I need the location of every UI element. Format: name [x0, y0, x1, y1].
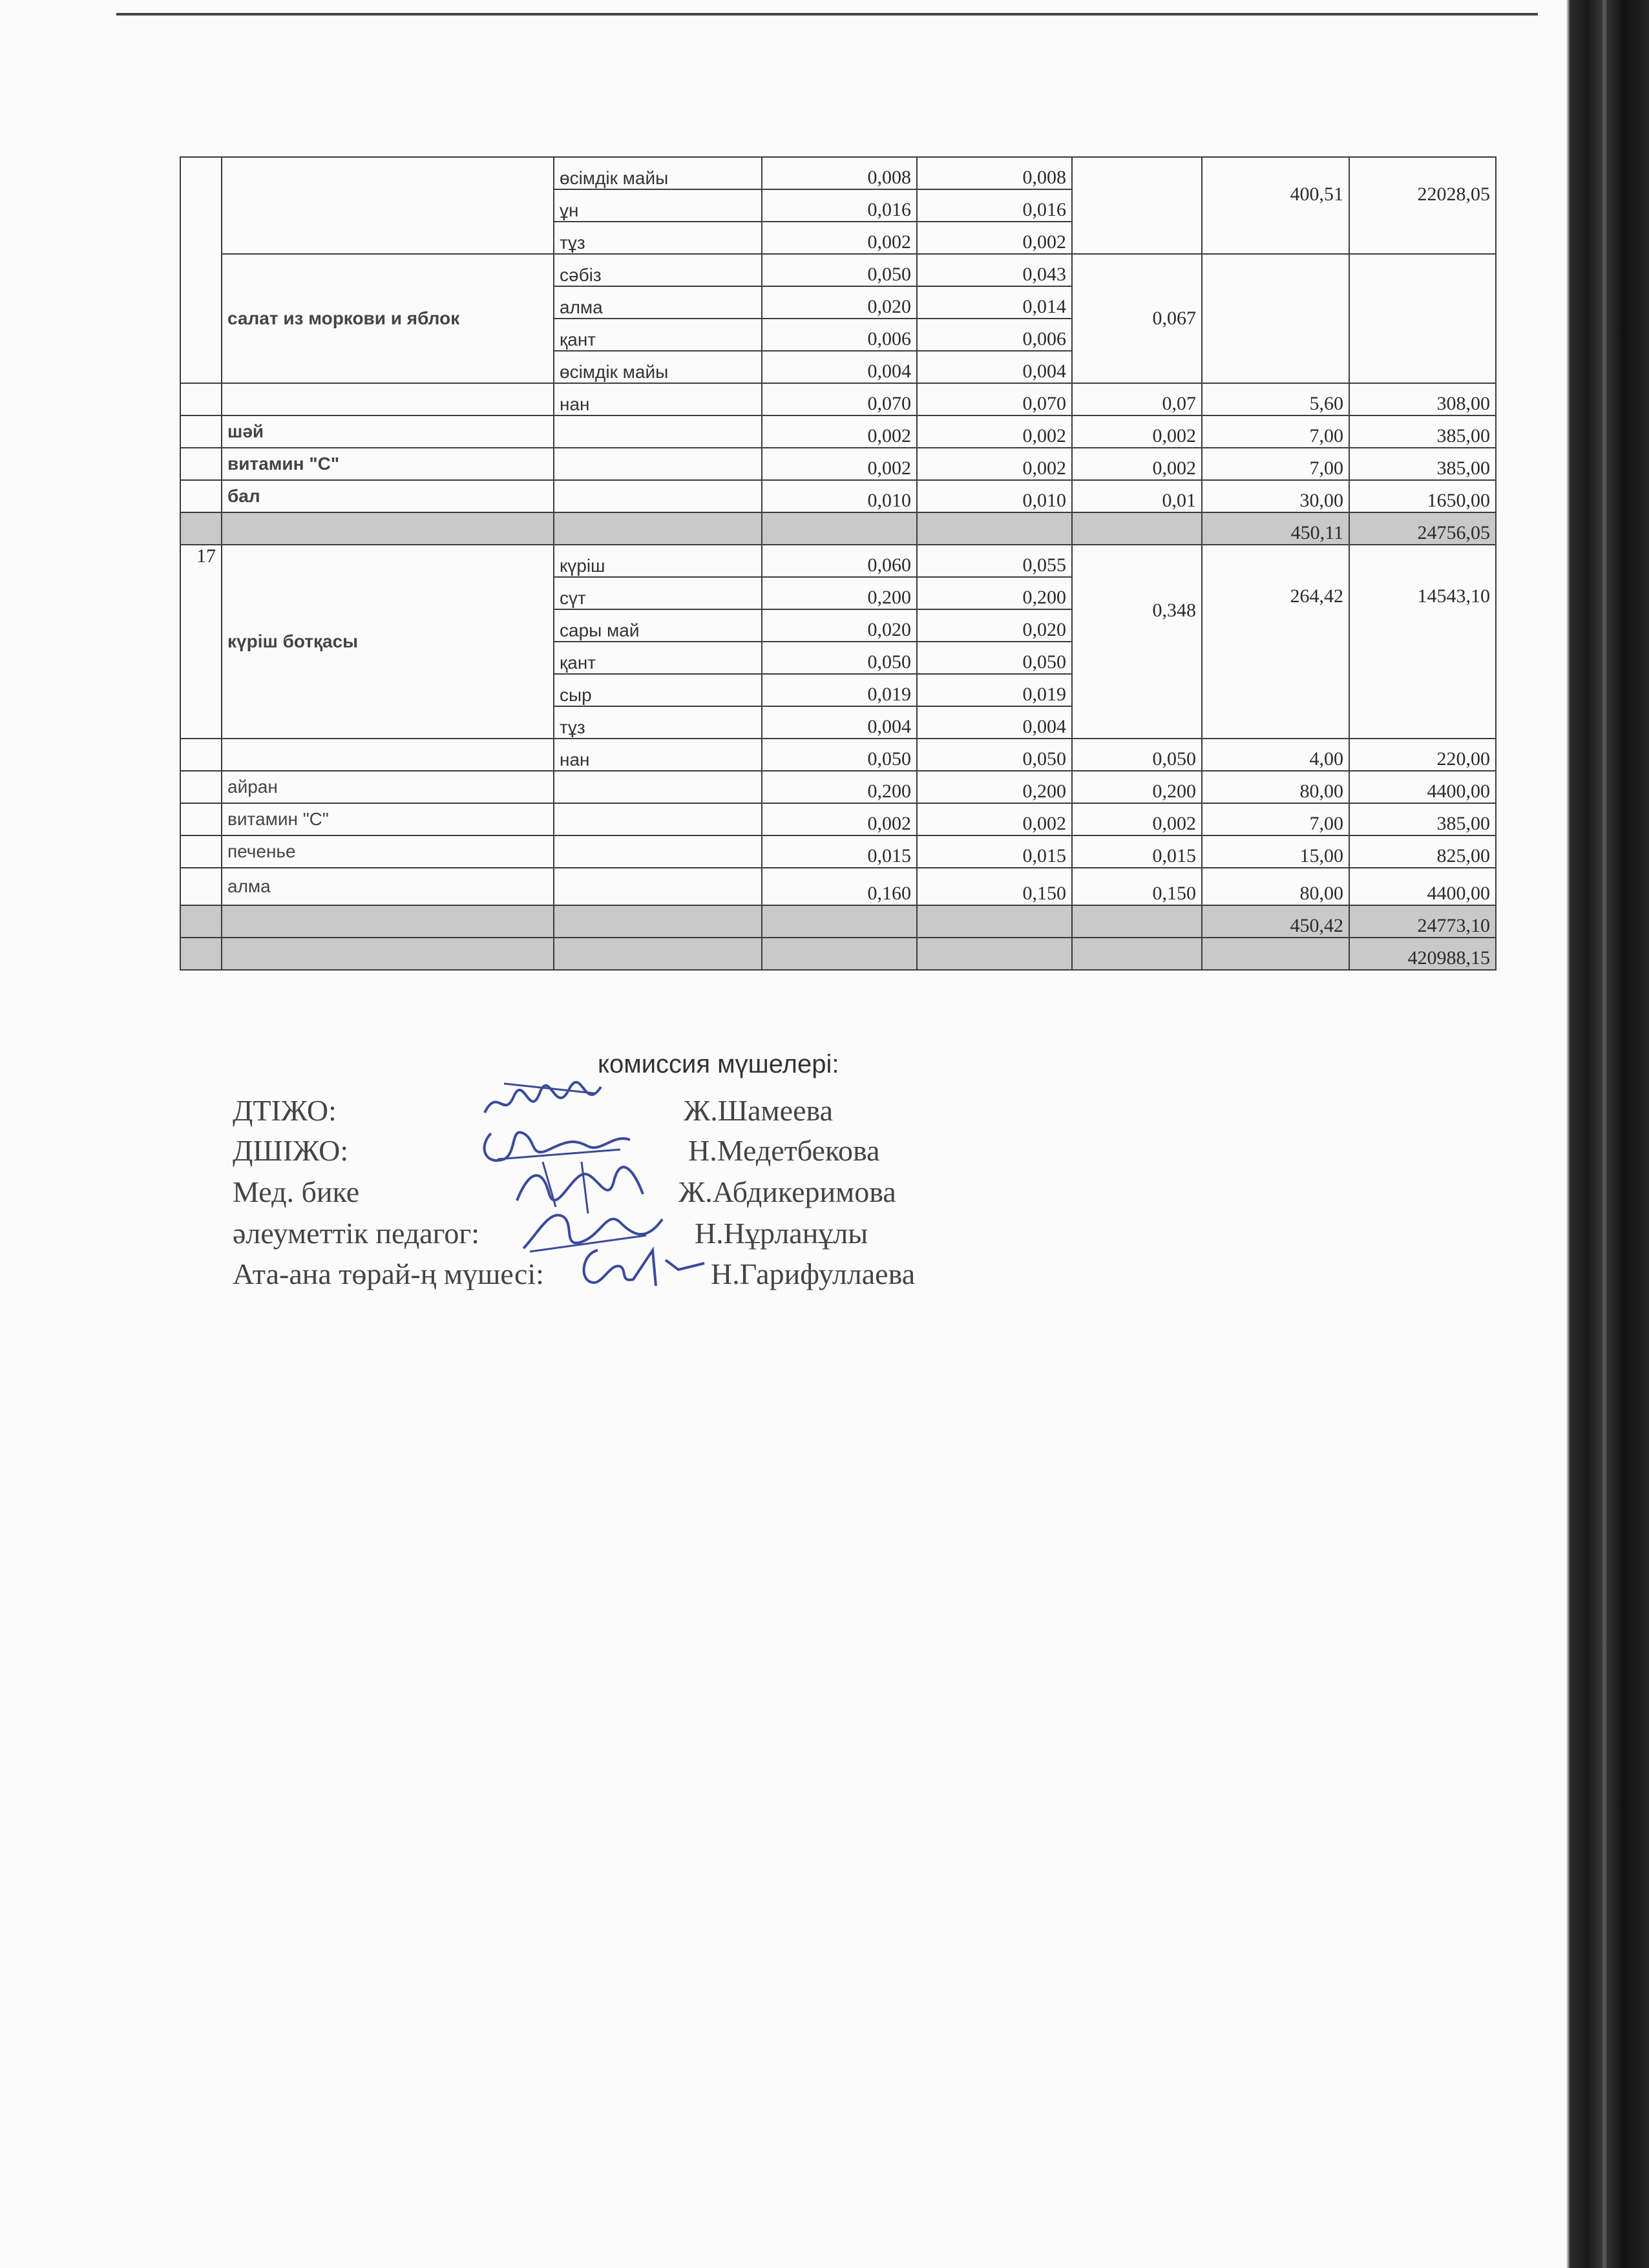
- dish-cell: күріш ботқасы: [222, 545, 554, 739]
- price-cell: [1202, 254, 1349, 383]
- brutto-cell: 0,050: [762, 254, 917, 286]
- ingredient-cell: сыр: [554, 674, 762, 706]
- table-row: [180, 803, 1496, 835]
- price-cell: 7,00: [1202, 415, 1349, 448]
- output-cell: 0,002: [1072, 448, 1202, 480]
- sum-cell: 385,00: [1349, 448, 1496, 480]
- brutto-cell: 0,160: [762, 868, 917, 905]
- index-cell: [180, 868, 222, 905]
- signature-row: [233, 1133, 1073, 1172]
- netto-cell: 0,010: [917, 480, 1072, 512]
- brutto-cell: 0,004: [762, 351, 917, 383]
- subtotal-row: [180, 905, 1496, 938]
- netto-cell: 0,004: [917, 351, 1072, 383]
- output-cell: 0,01: [1072, 480, 1202, 512]
- table-row: [180, 383, 1496, 415]
- output-cell: 0,015: [1072, 835, 1202, 868]
- output-cell: [1072, 938, 1202, 970]
- member-name: Н.Медетбекова: [688, 1134, 880, 1167]
- price-cell: 7,00: [1202, 448, 1349, 480]
- table-row: [180, 545, 1496, 577]
- ingredient-cell: тұз: [554, 706, 762, 739]
- dish-cell: [222, 157, 554, 254]
- brutto-cell: 0,004: [762, 706, 917, 739]
- sum-cell: 22028,05: [1349, 157, 1496, 254]
- ingredient-cell: өсімдік майы: [554, 157, 762, 189]
- brutto-cell: 0,060: [762, 545, 917, 577]
- netto-cell: 0,070: [917, 383, 1072, 415]
- dish-cell: алма: [222, 868, 554, 905]
- price-cell: 264,42: [1202, 545, 1349, 739]
- ingredient-cell: [554, 448, 762, 480]
- grand-total-row: [180, 938, 1496, 970]
- dish-cell: [222, 383, 554, 415]
- commission-heading: комиссия мүшелері:: [598, 1050, 839, 1078]
- netto-cell: 0,200: [917, 771, 1072, 803]
- index-cell: [180, 448, 222, 480]
- netto-cell: 0,050: [917, 739, 1072, 771]
- table-row: [180, 835, 1496, 868]
- netto-cell: 0,050: [917, 642, 1072, 674]
- sum-cell: 24756,05: [1349, 512, 1496, 545]
- index-cell: [180, 157, 222, 383]
- brutto-cell: 0,200: [762, 771, 917, 803]
- price-cell: 30,00: [1202, 480, 1349, 512]
- price-cell: 4,00: [1202, 739, 1349, 771]
- brutto-cell: 0,019: [762, 674, 917, 706]
- subtotal-row: [180, 512, 1496, 545]
- member-role: ДШІЖО:: [233, 1134, 349, 1167]
- member-name: Н.Нұрланұлы: [695, 1217, 868, 1250]
- output-cell: 0,002: [1072, 803, 1202, 835]
- price-cell: 80,00: [1202, 771, 1349, 803]
- index-cell: [180, 512, 222, 545]
- netto-cell: 0,015: [917, 835, 1072, 868]
- ingredient-cell: [554, 803, 762, 835]
- netto-cell: 0,006: [917, 319, 1072, 351]
- ingredient-cell: [554, 835, 762, 868]
- signature-row: [233, 1093, 1073, 1132]
- index-cell: [180, 905, 222, 938]
- ingredient-cell: [554, 868, 762, 905]
- index-cell: [180, 803, 222, 835]
- dish-cell: айран: [222, 771, 554, 803]
- netto-cell: 0,014: [917, 286, 1072, 319]
- dish-cell: витамин "С": [222, 448, 554, 480]
- netto-cell: 0,004: [917, 706, 1072, 739]
- price-cell: 15,00: [1202, 835, 1349, 868]
- dish-cell: печенье: [222, 835, 554, 868]
- dish-cell: [222, 938, 554, 970]
- netto-cell: [917, 512, 1072, 545]
- dish-cell: витамин "С": [222, 803, 554, 835]
- table-row: [180, 157, 1496, 189]
- table-row: [180, 480, 1496, 512]
- table-row: [180, 254, 1496, 286]
- sum-cell: 24773,10: [1349, 905, 1496, 938]
- netto-cell: 0,020: [917, 609, 1072, 642]
- member-role: әлеуметтік педагог:: [233, 1217, 480, 1250]
- netto-cell: 0,002: [917, 803, 1072, 835]
- price-cell: 7,00: [1202, 803, 1349, 835]
- dish-cell: шәй: [222, 415, 554, 448]
- sum-cell: 4400,00: [1349, 868, 1496, 905]
- ingredient-cell: қант: [554, 319, 762, 351]
- sum-cell: 385,00: [1349, 415, 1496, 448]
- brutto-cell: 0,015: [762, 835, 917, 868]
- output-cell: 0,067: [1072, 254, 1202, 383]
- netto-cell: [917, 905, 1072, 938]
- index-cell: [180, 480, 222, 512]
- ingredient-cell: қант: [554, 642, 762, 674]
- brutto-cell: [762, 905, 917, 938]
- top-scan-border: [116, 13, 1538, 16]
- dish-cell: [222, 739, 554, 771]
- netto-cell: 0,016: [917, 189, 1072, 222]
- netto-cell: 0,002: [917, 448, 1072, 480]
- ingredient-cell: сәбіз: [554, 254, 762, 286]
- grand-total-cell: 420988,15: [1349, 938, 1496, 970]
- brutto-cell: 0,002: [762, 448, 917, 480]
- sum-cell: [1349, 254, 1496, 383]
- dish-cell: салат из моркови и яблок: [222, 254, 554, 383]
- price-cell: 80,00: [1202, 868, 1349, 905]
- output-cell: [1072, 512, 1202, 545]
- brutto-cell: 0,020: [762, 286, 917, 319]
- ingredient-cell: ұн: [554, 189, 762, 222]
- brutto-cell: 0,010: [762, 480, 917, 512]
- brutto-cell: [762, 512, 917, 545]
- brutto-cell: 0,008: [762, 157, 917, 189]
- dish-cell: бал: [222, 480, 554, 512]
- netto-cell: 0,008: [917, 157, 1072, 189]
- member-name: Ж.Абдикеримова: [678, 1175, 896, 1208]
- index-cell: 17: [180, 545, 222, 739]
- brutto-cell: 0,050: [762, 642, 917, 674]
- netto-cell: 0,002: [917, 222, 1072, 254]
- brutto-cell: 0,002: [762, 415, 917, 448]
- index-cell: [180, 771, 222, 803]
- dish-cell: [222, 512, 554, 545]
- ingredient-cell: тұз: [554, 222, 762, 254]
- member-name: Ж.Шамеева: [684, 1094, 834, 1127]
- ingredient-cell: [554, 771, 762, 803]
- output-cell: 0,002: [1072, 415, 1202, 448]
- ingredient-cell: нан: [554, 383, 762, 415]
- member-name: Н.Гарифуллаева: [711, 1257, 916, 1290]
- index-cell: [180, 415, 222, 448]
- table-row: [180, 739, 1496, 771]
- netto-cell: 0,002: [917, 415, 1072, 448]
- brutto-cell: 0,002: [762, 803, 917, 835]
- menu-cost-table: [180, 156, 1497, 971]
- netto-cell: 0,019: [917, 674, 1072, 706]
- netto-cell: 0,055: [917, 545, 1072, 577]
- sum-cell: 220,00: [1349, 739, 1496, 771]
- netto-cell: 0,043: [917, 254, 1072, 286]
- output-cell: 0,07: [1072, 383, 1202, 415]
- ingredient-cell: сары май: [554, 609, 762, 642]
- table-row: [180, 415, 1496, 448]
- price-cell: 450,11: [1202, 512, 1349, 545]
- index-cell: [180, 835, 222, 868]
- sum-cell: 4400,00: [1349, 771, 1496, 803]
- table-row: [180, 448, 1496, 480]
- index-cell: [180, 739, 222, 771]
- brutto-cell: 0,020: [762, 609, 917, 642]
- sum-cell: 385,00: [1349, 803, 1496, 835]
- output-cell: 0,200: [1072, 771, 1202, 803]
- table-row: [180, 771, 1496, 803]
- brutto-cell: 0,050: [762, 739, 917, 771]
- scan-edge-shadow: [1552, 0, 1649, 2268]
- brutto-cell: 0,070: [762, 383, 917, 415]
- brutto-cell: 0,016: [762, 189, 917, 222]
- brutto-cell: 0,200: [762, 577, 917, 609]
- ingredient-cell: алма: [554, 286, 762, 319]
- brutto-cell: 0,006: [762, 319, 917, 351]
- brutto-cell: 0,002: [762, 222, 917, 254]
- brutto-cell: [762, 938, 917, 970]
- table-row: [180, 868, 1496, 905]
- ingredient-cell: [554, 480, 762, 512]
- output-cell: 0,050: [1072, 739, 1202, 771]
- output-cell: 0,150: [1072, 868, 1202, 905]
- member-role: ДТІЖО:: [233, 1094, 337, 1127]
- netto-cell: 0,150: [917, 868, 1072, 905]
- output-cell: [1072, 157, 1202, 254]
- sum-cell: 308,00: [1349, 383, 1496, 415]
- price-cell: 450,42: [1202, 905, 1349, 938]
- price-cell: 5,60: [1202, 383, 1349, 415]
- signature-row: [233, 1257, 1073, 1296]
- ingredient-cell: [554, 905, 762, 938]
- index-cell: [180, 383, 222, 415]
- dish-cell: [222, 905, 554, 938]
- ingredient-cell: [554, 938, 762, 970]
- sum-cell: 1650,00: [1349, 480, 1496, 512]
- ingredient-cell: күріш: [554, 545, 762, 577]
- ingredient-cell: [554, 415, 762, 448]
- ingredient-cell: сүт: [554, 577, 762, 609]
- netto-cell: 0,200: [917, 577, 1072, 609]
- member-role: Ата-ана төрай-ң мүшесі:: [233, 1257, 544, 1290]
- sum-cell: 14543,10: [1349, 545, 1496, 739]
- output-cell: [1072, 905, 1202, 938]
- member-role: Мед. бике: [233, 1175, 360, 1208]
- sum-cell: 825,00: [1349, 835, 1496, 868]
- ingredient-cell: өсімдік майы: [554, 351, 762, 383]
- output-cell: 0,348: [1072, 545, 1202, 739]
- index-cell: [180, 938, 222, 970]
- signature-icon: [575, 1237, 711, 1296]
- price-cell: [1202, 938, 1349, 970]
- ingredient-cell: нан: [554, 739, 762, 771]
- netto-cell: [917, 938, 1072, 970]
- price-cell: 400,51: [1202, 157, 1349, 254]
- ingredient-cell: [554, 512, 762, 545]
